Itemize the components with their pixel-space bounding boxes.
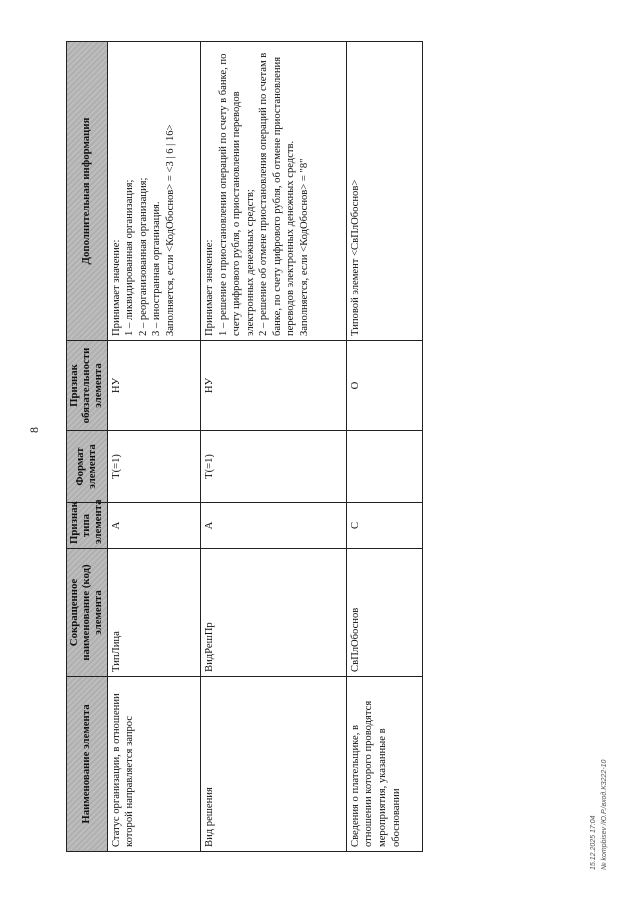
stamp-reference: № kompbisev /Ю.Р./вход.КЗ222-10: [601, 759, 608, 870]
cell-element-type: А: [201, 503, 347, 549]
cell-additional-info: [107, 42, 201, 341]
cell-element-format: Т(=1): [201, 431, 347, 503]
cell-element-name: Вид решения: [201, 677, 347, 852]
info-line: 2 – решение об отмене приостановления операций по счетам в банке, по счету цифрового рубля, об отмене приостановления переводов электронных денежных средств.: [258, 52, 297, 336]
cell-element-code: ВидРешПр: [201, 549, 347, 677]
header-element-type: Признак типа элемента: [67, 503, 108, 549]
header-element-name: Наименование элемента: [67, 677, 108, 852]
cell-additional-info: [201, 42, 347, 341]
info-line: Типовой элемент <СвПлОбоснов>: [349, 179, 361, 336]
info-line: 3 – иностранная организация.: [151, 201, 163, 336]
info-line: Принимает значение:: [110, 239, 122, 336]
cell-element-code: ТипЛица: [107, 549, 201, 677]
table-row: [107, 42, 201, 852]
page-number: 8: [27, 427, 41, 433]
info-line: 1 – решение о приостановлении операций по счету в банке, по счету цифрового рубля, о приостановлении переводов электронных денежных средств;: [217, 53, 256, 336]
info-line: Заполняется, если <КодОбоснов> = <3 | 6 | 16>: [164, 124, 176, 336]
rotated-table-container: [66, 42, 423, 852]
cell-element-format: [346, 431, 422, 503]
header-element-format: Формат элемента: [67, 431, 108, 503]
cell-additional-info: [346, 42, 422, 341]
info-line: 2 – реорганизованная организация;: [137, 177, 149, 336]
cell-element-name: Статус организации, в отношении которой направляется запрос: [107, 677, 201, 852]
header-element-required: Признак обязательности элемента: [67, 341, 108, 431]
table-row: [346, 42, 422, 852]
info-line: Заполняется, если <КодОбоснов> = "8": [298, 158, 310, 336]
elements-table: [66, 41, 423, 852]
header-element-code: Сокращенное наименование (код) элемента: [67, 549, 108, 677]
registration-stamp: [588, 730, 624, 870]
cell-element-type: С: [346, 503, 422, 549]
cell-element-format: Т(=1): [107, 431, 201, 503]
cell-element-required: НУ: [201, 341, 347, 431]
header-additional-info: Дополнительная информация: [67, 42, 108, 341]
info-line: Принимает значение:: [204, 239, 216, 336]
cell-element-name: Сведения о плательщике, в отношении которого проводятся мероприятия, указанные в обосновании: [346, 677, 422, 852]
stamp-date: 15.12.2025 17:04: [590, 815, 597, 870]
cell-element-type: А: [107, 503, 201, 549]
cell-element-required: О: [346, 341, 422, 431]
table-header-row: [67, 42, 108, 852]
cell-element-code: СвПлОбоснов: [346, 549, 422, 677]
info-line: 1 – ликвидированная организация;: [124, 179, 136, 336]
cell-element-required: НУ: [107, 341, 201, 431]
table-row: [201, 42, 347, 852]
